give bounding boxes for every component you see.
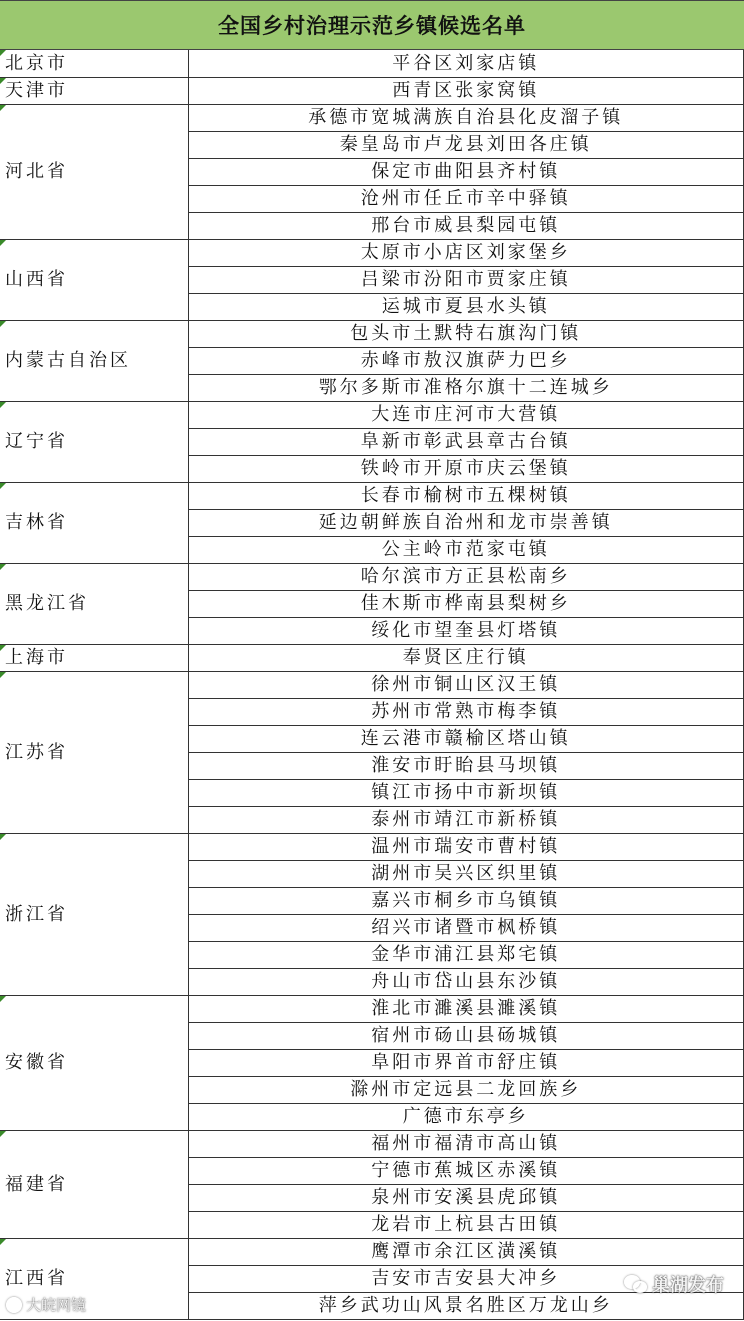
table-row [0,833,744,860]
table-row [0,1130,744,1157]
town-cell: 鹰潭市余江区潢溪镇 [188,1238,744,1265]
table-row [0,482,744,509]
town-cell: 嘉兴市桐乡市乌镇镇 [188,887,744,914]
table-row [0,671,744,698]
province-cell: 安徽省 [0,995,188,1130]
town-cell: 邢台市威县梨园屯镇 [188,212,744,239]
province-cell: 北京市 [0,50,188,77]
town-cell: 泰州市靖江市新桥镇 [188,806,744,833]
table-row [0,644,744,671]
town-cell: 赤峰市敖汉旗萨力巴乡 [188,347,744,374]
province-cell: 江西省 [0,1238,188,1319]
province-cell: 辽宁省 [0,401,188,482]
watermark-logo-icon [6,1297,22,1313]
town-cell: 沧州市任丘市辛中驿镇 [188,185,744,212]
town-cell: 连云港市赣榆区塔山镇 [188,725,744,752]
candidate-table-body [0,50,744,1319]
province-cell: 山西省 [0,239,188,320]
town-cell: 绍兴市诸暨市枫桥镇 [188,914,744,941]
town-cell: 广德市东亭乡 [188,1103,744,1130]
town-cell: 宁德市蕉城区赤溪镇 [188,1157,744,1184]
town-cell: 龙岩市上杭县古田镇 [188,1211,744,1238]
town-cell: 延边朝鲜族自治州和龙市崇善镇 [188,509,744,536]
town-cell: 秦皇岛市卢龙县刘田各庄镇 [188,131,744,158]
town-cell: 平谷区刘家店镇 [188,50,744,77]
town-cell: 滁州市定远县二龙回族乡 [188,1076,744,1103]
town-cell: 温州市瑞安市曹村镇 [188,833,744,860]
province-cell: 内蒙古自治区 [0,320,188,401]
watermark-right [624,1271,724,1297]
town-cell: 阜新市彰武县章古台镇 [188,428,744,455]
town-cell: 鄂尔多斯市准格尔旗十二连城乡 [188,374,744,401]
sheet-title: 全国乡村治理示范乡镇候选名单 [0,0,744,50]
table-row [0,50,744,77]
town-cell: 吉安市吉安县大冲乡 [188,1265,744,1292]
town-cell: 苏州市常熟市梅李镇 [188,698,744,725]
town-cell: 镇江市扬中市新坝镇 [188,779,744,806]
town-cell: 保定市曲阳县齐村镇 [188,158,744,185]
town-cell: 铁岭市开原市庆云堡镇 [188,455,744,482]
town-cell: 奉贤区庄行镇 [188,644,744,671]
town-cell: 泉州市安溪县虎邱镇 [188,1184,744,1211]
province-cell: 天津市 [0,77,188,104]
town-cell: 湖州市吴兴区织里镇 [188,860,744,887]
town-cell: 舟山市岱山县东沙镇 [188,968,744,995]
town-cell: 淮北市濉溪县濉溪镇 [188,995,744,1022]
town-cell: 公主岭市范家屯镇 [188,536,744,563]
province-cell: 吉林省 [0,482,188,563]
wechat-logo-icon [624,1275,646,1293]
candidate-table [0,50,744,1320]
town-cell: 淮安市盱眙县马坝镇 [188,752,744,779]
table-row [0,104,744,131]
town-cell: 绥化市望奎县灯塔镇 [188,617,744,644]
table-row [0,320,744,347]
town-cell: 哈尔滨市方正县松南乡 [188,563,744,590]
table-row [0,1238,744,1265]
province-cell: 上海市 [0,644,188,671]
town-cell: 运城市夏县水头镇 [188,293,744,320]
watermark-left [6,1294,86,1315]
town-cell: 福州市福清市高山镇 [188,1130,744,1157]
province-cell: 河北省 [0,104,188,239]
town-cell: 长春市榆树市五棵树镇 [188,482,744,509]
town-cell: 太原市小店区刘家堡乡 [188,239,744,266]
table-row [0,995,744,1022]
town-cell: 萍乡武功山风景名胜区万龙山乡 [188,1292,744,1319]
town-cell: 吕梁市汾阳市贾家庄镇 [188,266,744,293]
watermark-right-text: 巢湖发布 [652,1275,724,1296]
town-cell: 包头市土默特右旗沟门镇 [188,320,744,347]
town-cell: 佳木斯市桦南县梨树乡 [188,590,744,617]
town-cell: 金华市浦江县郑宅镇 [188,941,744,968]
town-cell: 徐州市铜山区汉王镇 [188,671,744,698]
town-cell: 大连市庄河市大营镇 [188,401,744,428]
province-cell: 江苏省 [0,671,188,833]
table-row [0,563,744,590]
province-cell: 福建省 [0,1130,188,1238]
province-cell: 浙江省 [0,833,188,995]
town-cell: 阜阳市界首市舒庄镇 [188,1049,744,1076]
watermark-left-text: 大皖网镜 [26,1296,87,1314]
province-cell: 黑龙江省 [0,563,188,644]
table-row [0,239,744,266]
table-row [0,401,744,428]
town-cell: 承德市宽城满族自治县化皮溜子镇 [188,104,744,131]
table-row [0,77,744,104]
town-cell: 西青区张家窝镇 [188,77,744,104]
town-cell: 宿州市砀山县砀城镇 [188,1022,744,1049]
